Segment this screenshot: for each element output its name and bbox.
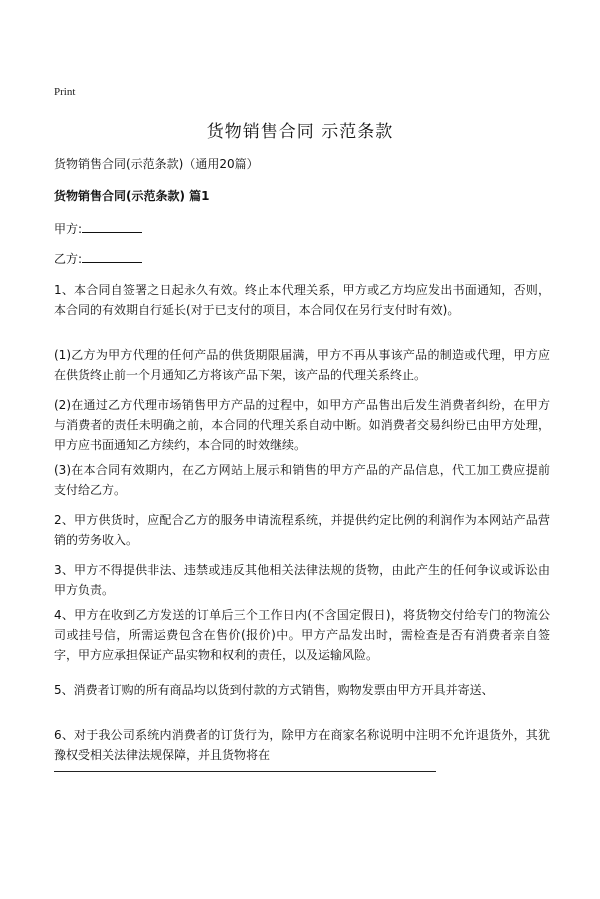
clause-paragraph: (1)乙方为甲方代理的任何产品的供货期限届满，甲方不再从事该产品的制造或代理，甲方应在供货终止前一个月通知乙方将该产品下架，该产品的代理关系终止。 [54,348,550,382]
section-heading: 货物销售合同(示范条款) 篇1 [54,189,210,203]
party-b-label: 乙方: [54,252,83,266]
clause-paragraph: 4、甲方在收到乙方发送的订单后三个工作日内(不含国定假日)，将货物交付给专门的物流公司或挂号信，所需运费包含在售价(报价)中。甲方产品发出时，需检查是否有消费者亲自签字，甲方应承担保证产品实物和权利的责任，以及运输风险。 [54,608,550,662]
party-a-label: 甲方: [54,222,83,236]
document-title: 货物销售合同 示范条款 [206,122,394,142]
party-a-blank [82,220,142,233]
party-b-line [54,250,142,267]
clause-paragraph: 5、消费者订购的所有商品均以货到付款的方式销售，购物发票由甲方开具并寄送、 [54,683,494,697]
end-underline [54,771,436,772]
clause-paragraph: 6、对于我公司系统内消费者的订货行为，除甲方在商家名称说明中注明不允许退货外，其犹豫权受相关法律法规保障，并且货物将在 [54,728,550,762]
document-subtitle: 货物销售合同(示范条款)（通用20篇） [54,157,259,171]
party-a-line [54,220,142,237]
clause-paragraph: 3、甲方不得提供非法、违禁或违反其他相关法律法规的货物，由此产生的任何争议或诉讼由甲方负责。 [54,563,550,597]
clause-paragraph: 2、甲方供货时，应配合乙方的服务申请流程系统，并提供约定比例的利润作为本网站产品营销的劳务收入。 [54,513,550,547]
print-label: Print [54,86,76,98]
clause-paragraph: (3)在本合同有效期内，在乙方网站上展示和销售的甲方产品的产品信息，代工加工费应提前支付给乙方。 [54,463,550,497]
clause-paragraph: (2)在通过乙方代理市场销售甲方产品的过程中，如甲方产品售出后发生消费者纠纷，在甲方与消费者的责任未明确之前，本合同的代理关系自动中断。如消费者交易纠纷已由甲方处理，甲方应书面通知乙方续约，本合同的时效继续。 [54,398,550,452]
clause-paragraph: 1、本合同自签署之日起永久有效。终止本代理关系，甲方或乙方均应发出书面通知，否则，本合同的有效期自行延长(对于已支付的项目，本合同仅在另行支付时有效)。 [54,283,550,317]
party-b-blank [82,250,142,263]
